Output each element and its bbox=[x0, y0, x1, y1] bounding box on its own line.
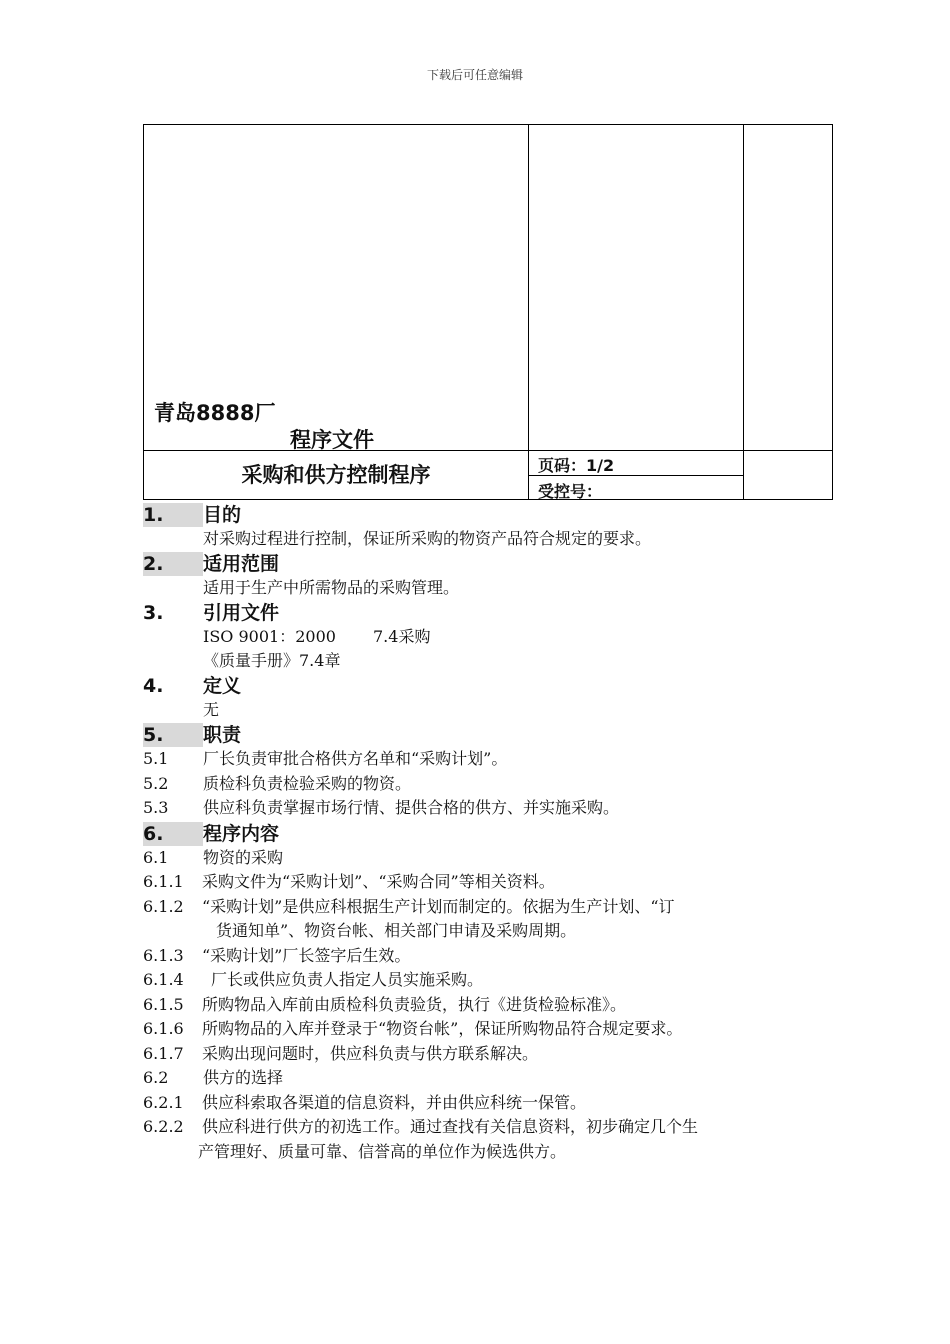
item-number: 6.1.4 bbox=[143, 970, 184, 989]
subsection-heading bbox=[143, 846, 833, 871]
item-text: 厂长负责审批合格供方名单和“采购计划”。 bbox=[203, 749, 508, 768]
company-name: 青岛8888厂 bbox=[154, 401, 276, 425]
section-number: 1. bbox=[143, 503, 203, 527]
section-number: 3. bbox=[143, 602, 164, 624]
item-text: 产管理好、质量可靠、信誉高的单位作为候选供方。 bbox=[198, 1141, 567, 1161]
header-divider-vertical-2 bbox=[743, 125, 744, 499]
list-item bbox=[143, 1091, 833, 1116]
reference-line bbox=[143, 625, 833, 649]
list-item bbox=[143, 1017, 833, 1042]
document-title: 采购和供方控制程序 bbox=[241, 463, 431, 487]
section-number: 6. bbox=[143, 822, 203, 846]
section-heading bbox=[143, 601, 833, 625]
document-body bbox=[143, 502, 833, 1164]
item-text: 所购物品的入库并登录于“物资台帐”，保证所购物品符合规定要求。 bbox=[202, 1019, 683, 1038]
list-item bbox=[143, 747, 833, 772]
list-item bbox=[143, 772, 833, 797]
item-number: 6.1.1 bbox=[143, 872, 184, 891]
section-text: 适用于生产中所需物品的采购管理。 bbox=[203, 578, 460, 597]
header-divider-vertical-1 bbox=[528, 125, 529, 499]
section-heading bbox=[143, 552, 833, 576]
section-heading bbox=[143, 723, 833, 747]
list-item bbox=[143, 796, 833, 821]
page-number: 页码：1/2 bbox=[538, 456, 615, 475]
item-text: 供应科索取各渠道的信息资料，并由供应科统一保管。 bbox=[202, 1092, 587, 1112]
item-number: 6.2.1 bbox=[143, 1092, 184, 1112]
list-item-continuation bbox=[143, 1140, 833, 1165]
item-number: 6.1 bbox=[143, 847, 169, 867]
list-item bbox=[143, 1042, 833, 1067]
document-type: 程序文件 bbox=[290, 428, 374, 452]
item-text: “采购计划”厂长签字后生效。 bbox=[202, 945, 411, 965]
list-item bbox=[143, 968, 833, 993]
section-title: 定义 bbox=[203, 675, 242, 697]
section-title: 目的 bbox=[203, 504, 242, 526]
item-text: 采购文件为“采购计划”、“采购合同”等相关资料。 bbox=[202, 872, 555, 891]
section-heading bbox=[143, 674, 833, 698]
list-item bbox=[143, 870, 833, 895]
section-number: 5. bbox=[143, 723, 203, 747]
section-text: 无 bbox=[203, 700, 220, 719]
list-item bbox=[143, 944, 833, 969]
section-number: 4. bbox=[143, 675, 164, 697]
item-text: 供应科负责掌握市场行情、提供合格的供方、并实施采购。 bbox=[203, 798, 620, 817]
item-number: 5.3 bbox=[143, 798, 169, 817]
section-heading bbox=[143, 503, 833, 527]
item-text: 供方的选择 bbox=[203, 1068, 284, 1087]
item-number: 6.1.6 bbox=[143, 1019, 184, 1038]
control-number: 受控号： bbox=[538, 482, 603, 501]
document-header-table bbox=[143, 124, 833, 500]
list-item bbox=[143, 993, 833, 1018]
section-title: 程序内容 bbox=[203, 822, 280, 845]
item-text: 采购出现问题时，供应科负责与供方联系解决。 bbox=[202, 1043, 539, 1063]
section-title: 引用文件 bbox=[203, 602, 280, 624]
section-title: 职责 bbox=[203, 724, 242, 746]
item-text: 厂长或供应负责人指定人员实施采购。 bbox=[211, 970, 484, 989]
item-text: 所购物品入库前由质检科负责验货，执行《进货检验标准》。 bbox=[202, 994, 627, 1014]
list-item bbox=[143, 895, 833, 920]
subsection-heading bbox=[143, 1066, 833, 1091]
item-number: 6.1.5 bbox=[143, 994, 184, 1014]
list-item-continuation bbox=[143, 919, 833, 944]
item-number: 6.2.2 bbox=[143, 1117, 184, 1136]
item-number: 6.1.2 bbox=[143, 896, 184, 916]
item-number: 6.2 bbox=[143, 1068, 169, 1087]
watermark: 下载后可任意编辑 bbox=[426, 68, 523, 82]
item-text: 质检科负责检验采购的物资。 bbox=[203, 773, 412, 793]
reference-clause: 7.4采购 bbox=[373, 627, 431, 646]
section-title: 适用范围 bbox=[203, 553, 280, 575]
section-heading bbox=[143, 822, 833, 846]
item-number: 5.2 bbox=[143, 773, 169, 793]
item-text: 供应科进行供方的初选工作。通过查找有关信息资料，初步确定几个生 bbox=[202, 1117, 699, 1136]
item-number: 6.1.7 bbox=[143, 1043, 184, 1063]
list-item bbox=[143, 1115, 833, 1140]
section-text: 对采购过程进行控制，保证所采购的物资产品符合规定的要求。 bbox=[203, 529, 652, 548]
item-text: 物资的采购 bbox=[203, 847, 284, 867]
section-number: 2. bbox=[143, 552, 203, 576]
item-text: 货通知单”、物资台帐、相关部门申请及采购周期。 bbox=[216, 921, 577, 940]
reference-standard: ISO 9001：2000 bbox=[203, 627, 336, 646]
item-number: 6.1.3 bbox=[143, 945, 184, 965]
item-text: “采购计划”是供应科根据生产计划而制定的。依据为生产计划、“订 bbox=[202, 896, 675, 916]
reference-line: 《质量手册》7.4章 bbox=[203, 651, 341, 670]
item-number: 5.1 bbox=[143, 749, 169, 768]
